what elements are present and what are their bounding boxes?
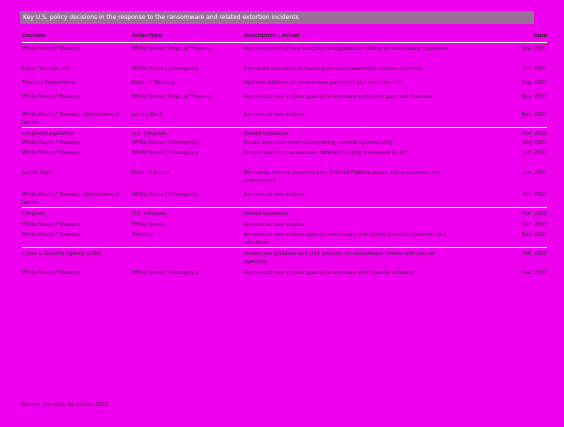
table-cell: Cyber & Security Agency (CISA) [22, 251, 102, 257]
table-row [22, 63, 547, 77]
table-row [22, 77, 547, 91]
table-cell: Cyber Security Unit [22, 66, 71, 72]
table-cell: Oct. 2021 [522, 66, 547, 72]
table-cell: White House / Interagency [132, 192, 199, 198]
table-row [22, 247, 547, 267]
table-title: Key U.S. policy decisions in the response to the ransomware and related extortion incidents [20, 11, 534, 24]
table-cell: Sep. 2021 [521, 46, 547, 52]
table-cell: White House / Treasury [22, 94, 80, 100]
table-cell: Feb. 2022 [522, 251, 547, 257]
table-row [22, 207, 547, 219]
table-cell: Passed legislation [244, 211, 289, 217]
table-row [22, 127, 547, 137]
table-cell: Issued memo on ransomware defenses, urging businesses to act [244, 150, 407, 156]
table-cell: Convened international meeting on ransomware with partner countries [244, 66, 423, 72]
table-row [22, 109, 547, 127]
table-cell: Announced new actions against ransomware and related payment networks and sanctions [244, 232, 446, 246]
table-body [22, 43, 547, 285]
table-header [22, 30, 547, 43]
table-cell: Dept. of Justice [132, 170, 171, 176]
table-cell: White House / Treasury [22, 140, 80, 146]
table-cell: Congress/Legislative [22, 131, 74, 137]
table-cell: Congress [22, 211, 46, 217]
table-cell: White House / Interagency [132, 140, 199, 146]
table-cell: Mar. 2022 [522, 270, 547, 276]
table-cell: White House / Treasury [22, 150, 80, 156]
table-cell: Jun. 2021 [523, 170, 547, 176]
table-cell: Dept. of Treasury [132, 80, 175, 86]
table-cell: Nov. 2021 [521, 232, 547, 238]
table-cell: U.S. Congress [132, 211, 167, 217]
table-cell: Announced new actions [244, 192, 304, 198]
table-cell: Updated advisory on ransomware payments and sanctions risk [244, 80, 402, 86]
table-cell: Passed legislation [244, 131, 289, 137]
table-cell: Treasury [132, 232, 154, 238]
table-cell: White House / Treasury [22, 270, 80, 276]
header-date: Date [533, 33, 547, 39]
table-cell: Mar. 2022 [522, 211, 547, 217]
table-cell: Issued executive order on improving national cybersecurity [244, 140, 393, 146]
table-cell: Announced new actions [244, 112, 304, 118]
header-actor: Actor/Type [132, 33, 162, 39]
header-description: Description / Action [244, 33, 300, 39]
table-row [22, 167, 547, 189]
table-cell: White House / Treasury [22, 46, 80, 52]
table-cell: White House / Interagency [132, 270, 199, 276]
table-row [22, 137, 547, 147]
table-cell: White House / Dept. of Treasury [132, 94, 212, 100]
decisions-table [22, 30, 547, 285]
table-row [22, 91, 547, 109]
table-cell: Justice Dept. [22, 170, 54, 176]
table-cell: White House / Treasury, Department of Justice [22, 112, 120, 126]
table-row [22, 189, 547, 207]
table-cell: White House / Treasury [22, 222, 80, 228]
table-cell: Sep. 2021 [521, 80, 547, 86]
table-row [22, 43, 547, 63]
table-cell: Announced new actions against ransomware and financial networks [244, 270, 415, 276]
table-cell: May 2021 [522, 140, 547, 146]
source-note: Source: Compiled by author, 2022. [22, 402, 110, 408]
table-cell: U.S. Congress [132, 131, 167, 137]
header-decision: Decision [22, 33, 46, 39]
table-row [22, 267, 547, 285]
table-cell: Announced new actions [244, 222, 304, 228]
table-cell: Oct. 2021 [522, 222, 547, 228]
table-cell: Treasury Department [22, 80, 76, 86]
table-cell: Announcement of new sanctions and guidance relating to ransomware payments [244, 46, 448, 52]
table-cell: Jun. 2021 [523, 150, 547, 156]
table-cell: Announced new actions against ransomware actors and payment channels [244, 94, 433, 100]
table-cell: Justice Dept. [132, 112, 164, 118]
table-cell: Oct. 2021 [522, 192, 547, 198]
table-cell: White House / Treasury, Department of Justice [22, 192, 120, 206]
table-row [22, 219, 547, 229]
table-row [22, 229, 547, 247]
table-cell: Nov. 2021 [521, 94, 547, 100]
table-cell: Issued new guidance and joint advisory on ransomware threats with partner agencies [244, 251, 436, 265]
table-cell: Nov. 2021 [521, 112, 547, 118]
table-cell: White House / Dept. of Treasury [132, 46, 212, 52]
table-row [22, 147, 547, 167]
table-cell: Recovered ransom payment from Colonial Pipeline attack and announced new enforcement [244, 170, 441, 184]
table-cell: White House / Treasury [22, 232, 80, 238]
table-cell: White House / Interagency [132, 66, 199, 72]
table-cell: Mar. 2022 [522, 131, 547, 137]
table-cell: White House [132, 222, 164, 228]
table-cell: White House / Interagency [132, 150, 199, 156]
